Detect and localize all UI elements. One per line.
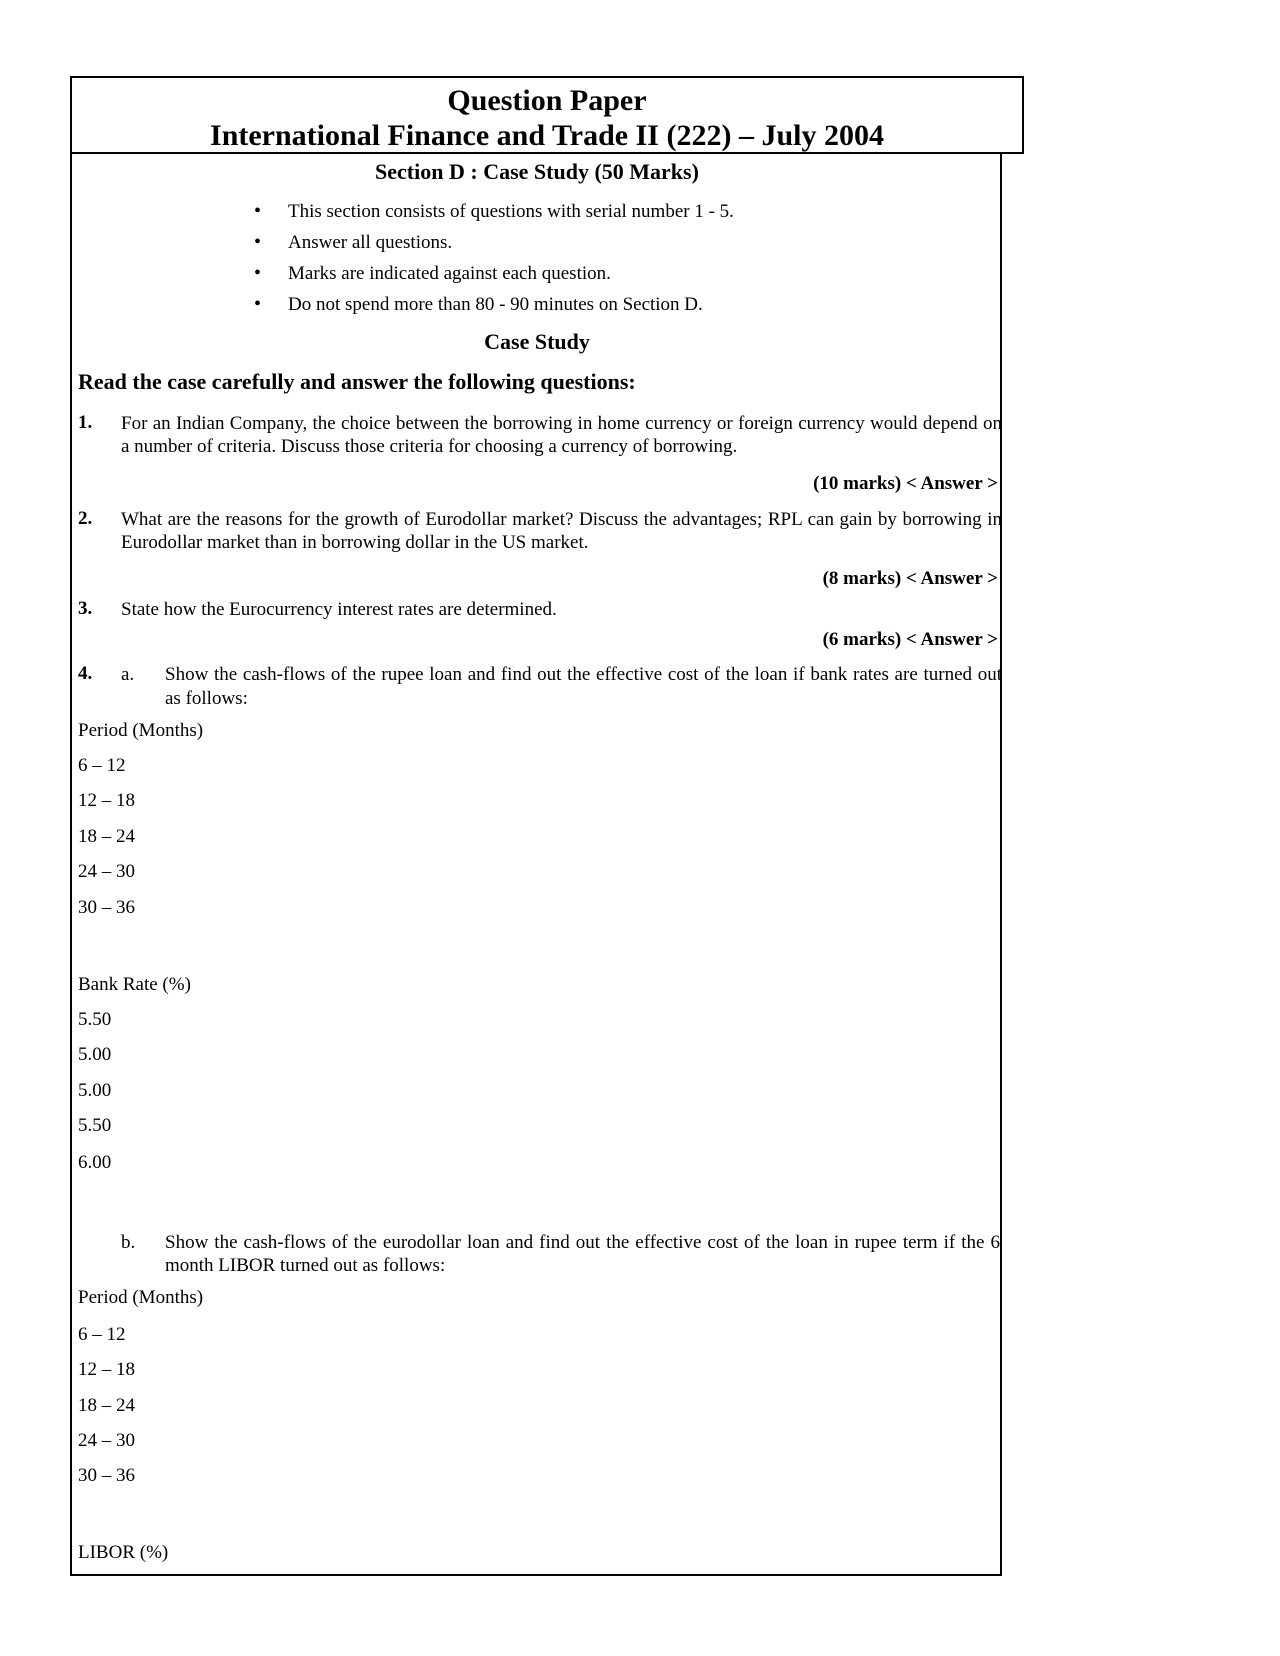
period-row: 12 – 18 [78,1359,135,1380]
libor-header: LIBOR (%) [78,1542,169,1563]
question-1-number: 1. [78,412,93,433]
instructions-list [254,196,734,320]
instruction-item: • Marks are indicated against each question. [254,258,734,289]
bank-rate-row: 5.50 [78,1115,112,1136]
bank-rate-header: Bank Rate (%) [78,974,191,995]
period-row: 12 – 18 [78,790,135,811]
question-4b-label: b. [121,1232,136,1253]
question-1-text: For an Indian Company, the choice between the borrowing in home currency or foreign currency would depend on a number of criteria. Discuss those criteria for choosing a currency of borrowing. [121,413,1002,457]
case-prompt: Read the case carefully and answer the following questions: [78,369,636,394]
question-1-marks-link[interactable]: (10 marks) < Answer > [813,473,998,494]
section-body [70,153,1002,1576]
bank-rate-row: 6.00 [78,1152,112,1173]
period-header: Period (Months) [78,1287,204,1308]
bank-rate-row: 5.00 [78,1080,112,1101]
period-row: 30 – 36 [78,897,135,918]
instruction-item: • This section consists of questions with serial number 1 - 5. [254,196,734,227]
header-box [70,76,1024,154]
instruction-item: • Do not spend more than 80 - 90 minutes on Section D. [254,289,734,320]
question-2-marks-link[interactable]: (8 marks) < Answer > [822,568,998,589]
question-2-text: What are the reasons for the growth of Eurodollar market? Discuss the advantages; RPL can gain by borrowing in Eurodollar market than in borrowing dollar in the US market. [121,509,1002,553]
question-3-text: State how the Eurocurrency interest rates are determined. [121,599,557,620]
period-row: 6 – 12 [78,755,126,776]
period-row: 24 – 30 [78,861,135,882]
instruction-item: • Answer all questions. [254,227,734,258]
bank-rate-row: 5.00 [78,1044,112,1065]
question-3-number: 3. [78,598,93,619]
case-study-title: Case Study [484,329,590,354]
question-4-number: 4. [78,663,93,684]
question-2-number: 2. [78,508,93,529]
question-4a-text: Show the cash-flows of the rupee loan and find out the effective cost of the loan if bank rates are turned out as follows: [165,664,1002,709]
period-header: Period (Months) [78,720,204,741]
question-4a-label: a. [121,664,135,685]
question-4b-text: Show the cash-flows of the eurodollar loan and find out the effective cost of the loan in rupee term if the 6 month LIBOR turned out as follows: [165,1232,1000,1276]
question-3-marks-link[interactable]: (6 marks) < Answer > [822,629,998,650]
period-row: 18 – 24 [78,826,135,847]
period-row: 24 – 30 [78,1430,135,1451]
bank-rate-row: 5.50 [78,1009,112,1030]
period-row: 6 – 12 [78,1324,126,1345]
period-row: 18 – 24 [78,1395,135,1416]
section-title: Section D : Case Study (50 Marks) [375,159,699,184]
paper-subtitle: International Finance and Trade II (222) – July 2004 [210,119,884,152]
period-row: 30 – 36 [78,1465,135,1486]
paper-title: Question Paper [447,84,647,117]
